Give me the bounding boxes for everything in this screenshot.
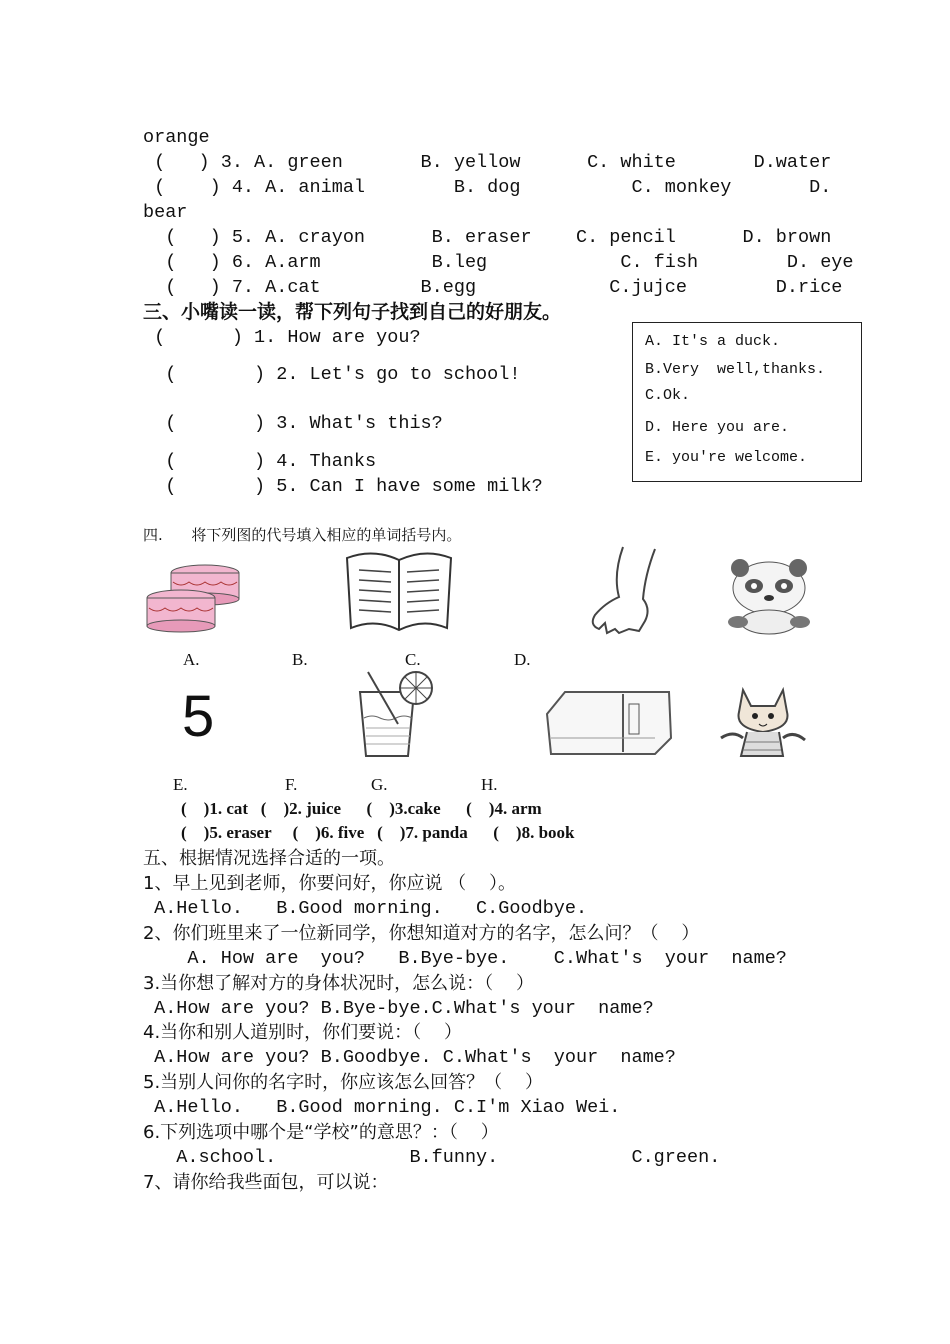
option-b: B.Very well,thanks. [645,361,826,378]
picture-label-h: H. [481,775,498,794]
option-c: C.Ok. [645,387,691,404]
picture-label-d: D. [514,650,531,669]
picture-label-c: C. [405,650,421,669]
question-line: ( ) 5. Can I have some milk? [143,476,543,497]
answer-line: A.How are you? B.Goodbye. C.What's your name? [143,1047,676,1068]
section-heading: 三、小嘴读一读，帮下列句子找到自己的好朋友。 [143,301,562,323]
question-line: ( ) 3. A. green B. yellow C. white D.water [143,152,832,173]
question-line: ( ) 1. How are you? [143,327,421,348]
question-line: ( ) 4. A. animal B. dog C. monkey D. [143,177,832,198]
cat-picture [717,682,809,764]
eraser-picture [543,686,675,758]
cake-picture [143,558,243,638]
answer-line: A.Hello. B.Good morning. C.I'm Xiao Wei. [143,1097,621,1118]
question-line: ( ) 3. What's this? [143,413,443,434]
juice-picture [354,668,436,762]
question-line: 7、请你给我些面包，可以说： [143,1172,389,1193]
fill-in-line: ( )1. cat ( )2. juice ( )3.cake ( )4. arm [181,799,542,818]
answer-line: A.school. B.funny. C.green. [143,1147,721,1168]
question-line: 4.当你和别人道别时，你们要说：（ ） [143,1022,463,1043]
option-e: E. you're welcome. [645,449,808,466]
arm-picture [585,545,665,637]
number-five-picture: 5 [182,684,215,749]
option-a: A. It's a duck. [645,333,781,350]
option-d: D. Here you are. [645,419,790,436]
question-line: 2、你们班里来了一位新同学，你想知道对方的名字，怎么问？（ ） [143,923,700,944]
answer-options-box [632,322,862,482]
question-line: ( ) 2. Let's go to school! [143,364,521,385]
book-picture [343,548,455,636]
fill-in-line: ( )5. eraser ( )6. five ( )7. panda ( )8. book [181,823,575,842]
question-line: ( ) 5. A. crayon B. eraser C. pencil D. brown [143,227,832,248]
panda-picture [716,556,822,636]
answer-line: A.How are you? B.Bye-bye.C.What's your name? [143,998,654,1019]
question-line: ( ) 4. Thanks [143,451,377,472]
picture-label-f: F. [285,775,298,794]
picture-label-e: E. [173,775,188,794]
question-line: 3.当你想了解对方的身体状况时，怎么说：（ ） [143,973,535,994]
question-line: ( ) 7. A.cat B.egg C.jujce D.rice [143,277,843,298]
picture-label-a: A. [183,650,200,669]
question-line: 1、早上见到老师，你要问好，你应说 （ ）。 [143,873,517,894]
picture-label-g: G. [371,775,388,794]
text-line: bear [143,202,188,223]
section-heading: 五、根据情况选择合适的一项。 [143,848,395,869]
text-line: orange [143,127,210,148]
answer-line: A.Hello. B.Good morning. C.Goodbye. [143,898,588,919]
question-line: ( ) 6. A.arm B.leg C. fish D. eye [143,252,854,273]
question-line: 5.当别人问你的名字时，你应该怎么回答？（ ） [143,1072,544,1093]
picture-label-b: B. [292,650,308,669]
section-heading: 四. 将下列图的代号填入相应的单词括号内。 [143,526,462,544]
answer-line: A. How are you? B.Bye-bye. C.What's your name? [143,948,787,969]
question-line: 6.下列选项中哪个是“学校”的意思？：（ ） [143,1122,499,1143]
